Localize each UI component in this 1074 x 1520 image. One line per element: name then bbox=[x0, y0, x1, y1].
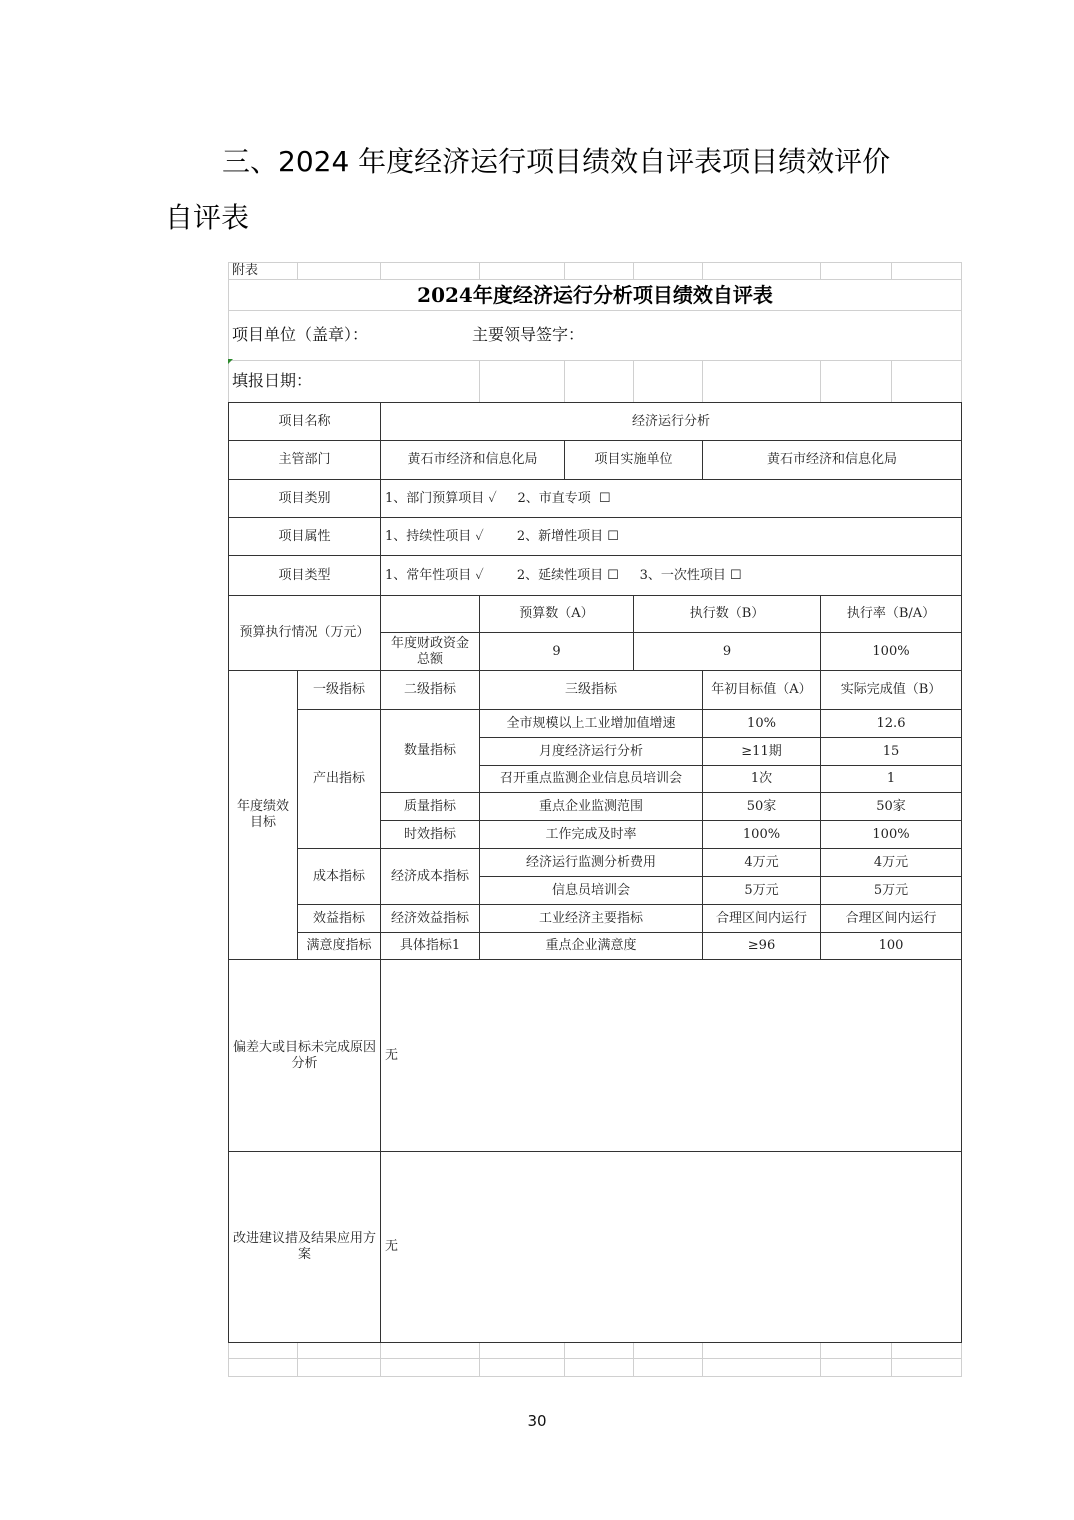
form-title: 2024年度经济运行分析项目绩效自评表 bbox=[417, 283, 773, 307]
indicator-name: 全市规模以上工业增加值增速 bbox=[479, 709, 703, 738]
quantity-label: 数量指标 bbox=[380, 709, 480, 793]
deviation-value: 无 bbox=[380, 959, 962, 1152]
indicator-actual: 12.6 bbox=[820, 709, 962, 738]
indicator-actual: 100 bbox=[820, 932, 962, 960]
budget-col-b: 执行数（B） bbox=[633, 595, 821, 633]
budget-label: 预算执行情况（万元） bbox=[228, 595, 381, 671]
ind-header-target: 年初目标值（A） bbox=[702, 670, 821, 710]
indicator-target: ≥11期 bbox=[702, 737, 821, 766]
indicator-actual: 合理区间内运行 bbox=[820, 904, 962, 933]
indicator-target: 5万元 bbox=[702, 876, 821, 905]
goal-label: 年度绩效目标 bbox=[228, 670, 298, 960]
ind-header-1: 一级指标 bbox=[297, 670, 381, 710]
indicator-target: 4万元 bbox=[702, 848, 821, 877]
indicator-target: 合理区间内运行 bbox=[702, 904, 821, 933]
type-label: 项目类型 bbox=[228, 555, 381, 596]
indicator-name: 经济运行监测分析费用 bbox=[479, 848, 703, 877]
indicator-target: 100% bbox=[702, 820, 821, 849]
indicator-target: ≥96 bbox=[702, 932, 821, 960]
cost-label: 成本指标 bbox=[297, 848, 381, 905]
evaluation-form bbox=[228, 262, 962, 1377]
budget-col-a: 预算数（A） bbox=[479, 595, 634, 633]
indicator-name: 月度经济运行分析 bbox=[479, 737, 703, 766]
indicator-name: 工业经济主要指标 bbox=[479, 904, 703, 933]
page-number: 30 bbox=[527, 1412, 547, 1430]
budget-corner bbox=[380, 595, 480, 633]
indicator-name: 工作完成及时率 bbox=[479, 820, 703, 849]
dept-label: 主管部门 bbox=[228, 440, 381, 480]
project-name-label: 项目名称 bbox=[228, 402, 381, 441]
indicator-actual: 5万元 bbox=[820, 876, 962, 905]
satisfaction-label: 满意度指标 bbox=[297, 932, 381, 960]
improve-label: 改进建议措及结果应用方案 bbox=[228, 1151, 381, 1343]
attr-label: 项目属性 bbox=[228, 517, 381, 556]
econ-cost-label: 经济成本指标 bbox=[380, 848, 480, 905]
budget-rate: 100% bbox=[820, 632, 962, 671]
ind-header-actual: 实际完成值（B） bbox=[820, 670, 962, 710]
output-label: 产出指标 bbox=[297, 709, 381, 849]
specific-label: 具体指标1 bbox=[380, 932, 480, 960]
budget-a: 9 bbox=[479, 632, 634, 671]
indicator-actual: 100% bbox=[820, 820, 962, 849]
project-name-value: 经济运行分析 bbox=[380, 402, 962, 441]
indicator-name: 重点企业监测范围 bbox=[479, 792, 703, 821]
indicator-actual: 15 bbox=[820, 737, 962, 766]
indicator-name: 信息员培训会 bbox=[479, 876, 703, 905]
attr-value: 1、持续性项目 ✓ 2、新增性项目 ☐ bbox=[380, 517, 962, 556]
impl-value: 黄石市经济和信息化局 bbox=[702, 440, 962, 480]
indicator-actual: 1 bbox=[820, 765, 962, 793]
benefit-label: 效益指标 bbox=[297, 904, 381, 933]
date-label: 填报日期： bbox=[232, 371, 313, 390]
attach-label: 附表 bbox=[232, 262, 259, 278]
quality-label: 质量指标 bbox=[380, 792, 480, 821]
impl-label: 项目实施单位 bbox=[564, 440, 703, 480]
time-label: 时效指标 bbox=[380, 820, 480, 849]
indicator-name: 召开重点监测企业信息员培训会 bbox=[479, 765, 703, 793]
indicator-name: 重点企业满意度 bbox=[479, 932, 703, 960]
dept-value: 黄石市经济和信息化局 bbox=[380, 440, 565, 480]
leader-label: 主要领导签字： bbox=[472, 325, 585, 344]
category-label: 项目类别 bbox=[228, 479, 381, 518]
econ-benefit-label: 经济效益指标 bbox=[380, 904, 480, 933]
indicator-target: 50家 bbox=[702, 792, 821, 821]
indicator-actual: 4万元 bbox=[820, 848, 962, 877]
page-heading-line2: 自评表 bbox=[165, 201, 250, 234]
improve-value: 无 bbox=[380, 1151, 962, 1343]
ind-header-2: 二级指标 bbox=[380, 670, 480, 710]
indicator-actual: 50家 bbox=[820, 792, 962, 821]
indicator-target: 1次 bbox=[702, 765, 821, 793]
deviation-label: 偏差大或目标未完成原因分析 bbox=[228, 959, 381, 1152]
indicator-target: 10% bbox=[702, 709, 821, 738]
budget-b: 9 bbox=[633, 632, 821, 671]
category-value: 1、部门预算项目 ✓ 2、市直专项 ☐ bbox=[380, 479, 962, 518]
budget-col-rate: 执行率（B/A） bbox=[820, 595, 962, 633]
ind-header-3: 三级指标 bbox=[479, 670, 703, 710]
type-value: 1、常年性项目 ✓ 2、延续性项目 ☐ 3、一次性项目 ☐ bbox=[380, 555, 962, 596]
unit-label: 项目单位（盖章）： bbox=[232, 325, 369, 344]
page-heading-line1: 三、2024 年度经济运行项目绩效自评表项目绩效评价 bbox=[222, 145, 891, 178]
budget-row-label: 年度财政资金总额 bbox=[380, 632, 480, 671]
